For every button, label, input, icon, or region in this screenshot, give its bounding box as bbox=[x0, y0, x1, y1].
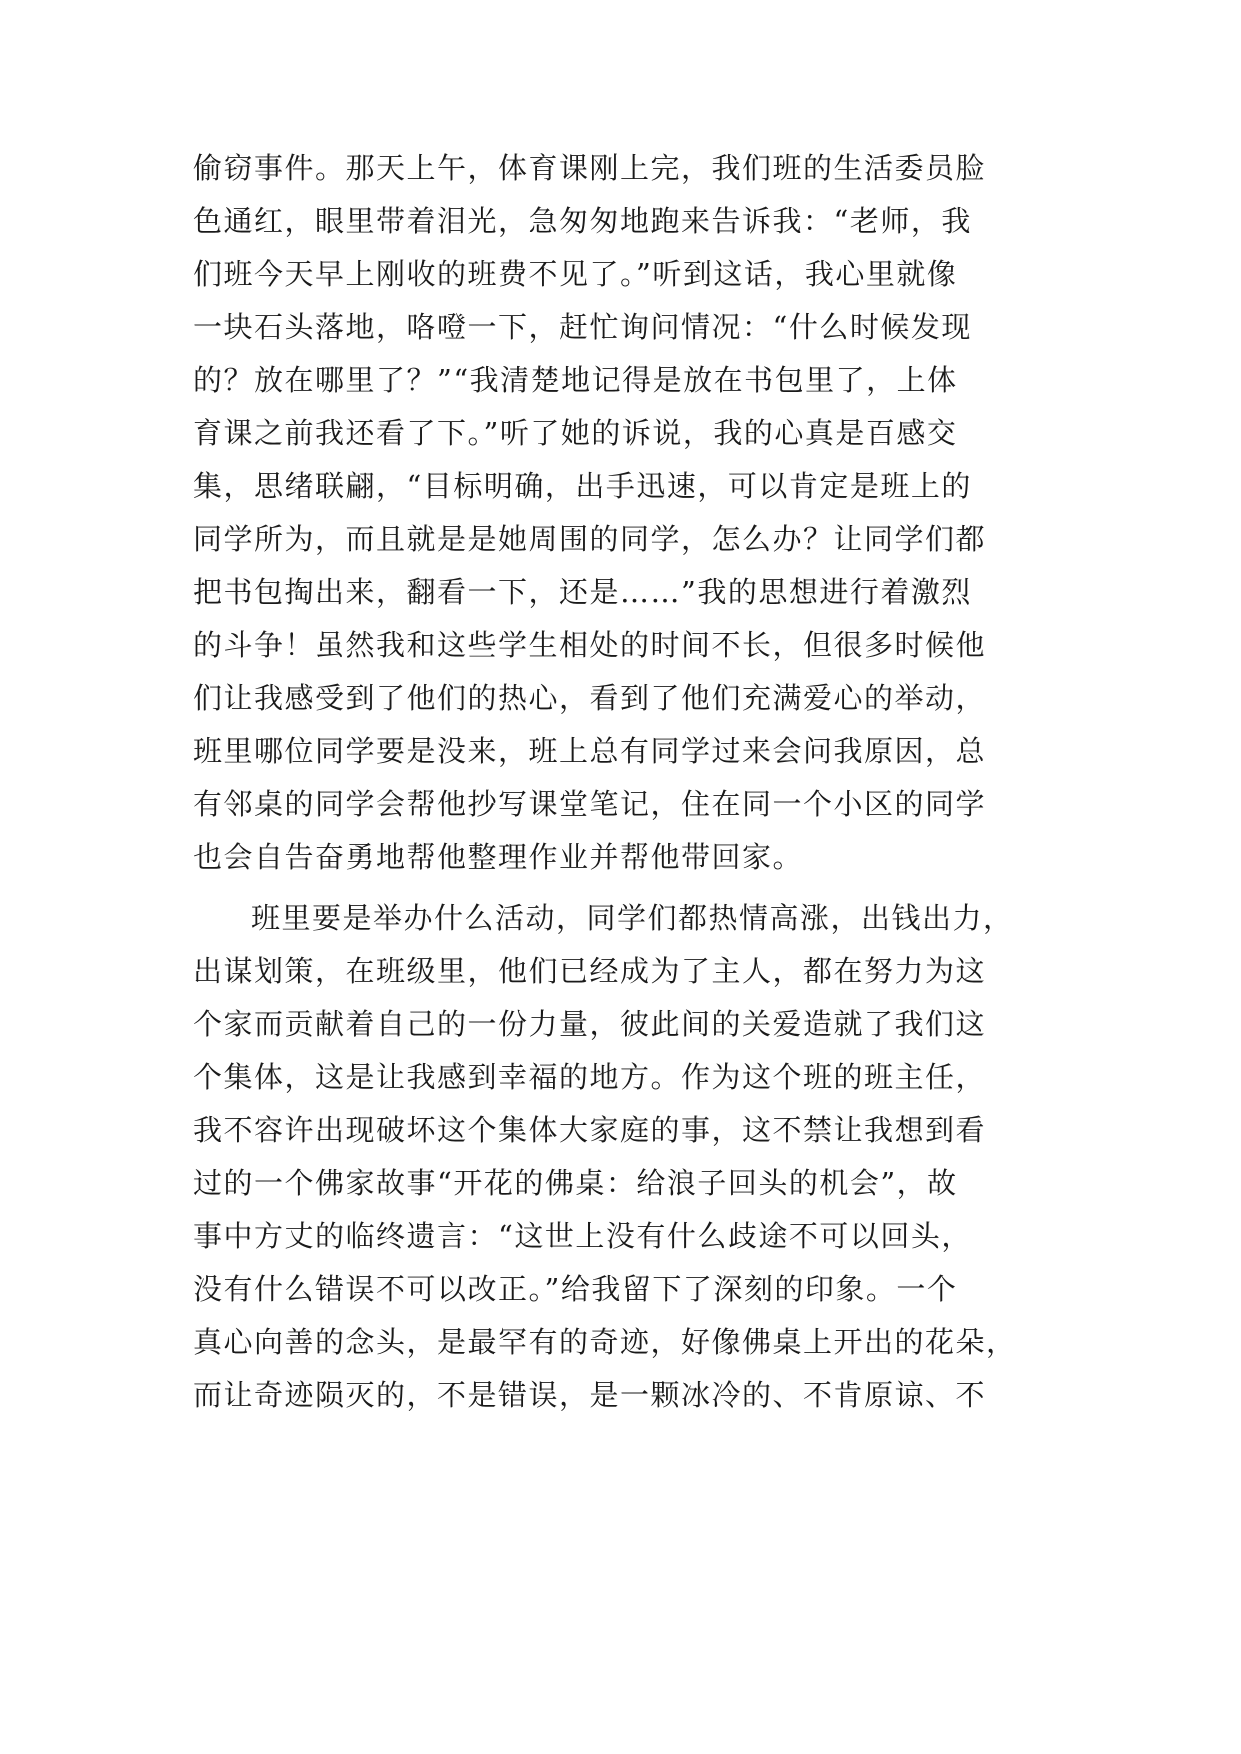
paragraph-1-line-3: 们班今天早上刚收的班费不见了。”听到这话，我心里就像 bbox=[193, 257, 958, 291]
paragraph-1-line-2: 色通红，眼里带着泪光，急匆匆地跑来告诉我：“老师，我 bbox=[193, 204, 972, 238]
paragraph-1-line-7: 集，思绪联翩，“目标明确，出手迅速，可以肯定是班上的 bbox=[193, 469, 972, 503]
paragraph-2-line-2: 出谋划策，在班级里，他们已经成为了主人，都在努力为这 bbox=[193, 954, 987, 988]
paragraph-2-line-4: 个集体，这是让我感到幸福的地方。作为这个班的班主任， bbox=[193, 1060, 987, 1094]
paragraph-2-line-8: 没有什么错误不可以改正。”给我留下了深刻的印象。一个 bbox=[193, 1272, 958, 1306]
paragraph-1-line-12: 班里哪位同学要是没来，班上总有同学过来会问我原因，总 bbox=[193, 734, 987, 768]
paragraph-1-line-14: 也会自告奋勇地帮他整理作业并帮他带回家。 bbox=[193, 840, 804, 874]
paragraph-1-line-8: 同学所为，而且就是是她周围的同学，怎么办？让同学们都 bbox=[193, 522, 987, 556]
paragraph-1-line-5: 的？放在哪里了？”“我清楚地记得是放在书包里了，上体 bbox=[193, 363, 958, 397]
paragraph-1-line-4: 一块石头落地，咯噔一下，赶忙询问情况：“什么时候发现 bbox=[193, 310, 972, 344]
paragraph-2-line-10: 而让奇迹陨灭的，不是错误，是一颗冰冷的、不肯原谅、不 bbox=[193, 1378, 987, 1412]
paragraph-1-line-9: 把书包掏出来，翻看一下，还是……”我的思想进行着激烈 bbox=[193, 575, 972, 609]
paragraph-1-line-6: 育课之前我还看了下。”听了她的诉说，我的心真是百感交 bbox=[193, 416, 958, 450]
paragraph-1-line-1: 偷窃事件。那天上午，体育课刚上完，我们班的生活委员脸 bbox=[193, 151, 987, 185]
paragraph-2-line-1: 班里要是举办什么活动，同学们都热情高涨，出钱出力， bbox=[251, 901, 1014, 935]
paragraph-1-line-11: 们让我感受到了他们的热心，看到了他们充满爱心的举动， bbox=[193, 681, 987, 715]
paragraph-1-line-13: 有邻桌的同学会帮他抄写课堂笔记，住在同一个小区的同学 bbox=[193, 787, 987, 821]
paragraph-1-line-10: 的斗争！虽然我和这些学生相处的时间不长，但很多时候他 bbox=[193, 628, 987, 662]
paragraph-2-line-5: 我不容许出现破坏这个集体大家庭的事，这不禁让我想到看 bbox=[193, 1113, 987, 1147]
paragraph-2-line-7: 事中方丈的临终遗言：“这世上没有什么歧途不可以回头， bbox=[193, 1219, 972, 1253]
paragraph-2-line-9: 真心向善的念头，是最罕有的奇迹，好像佛桌上开出的花朵， bbox=[193, 1325, 1017, 1359]
paragraph-2-line-3: 个家而贡献着自己的一份力量，彼此间的关爱造就了我们这 bbox=[193, 1007, 987, 1041]
paragraph-2-line-6: 过的一个佛家故事“开花的佛桌：给浪子回头的机会”，故 bbox=[193, 1166, 958, 1200]
